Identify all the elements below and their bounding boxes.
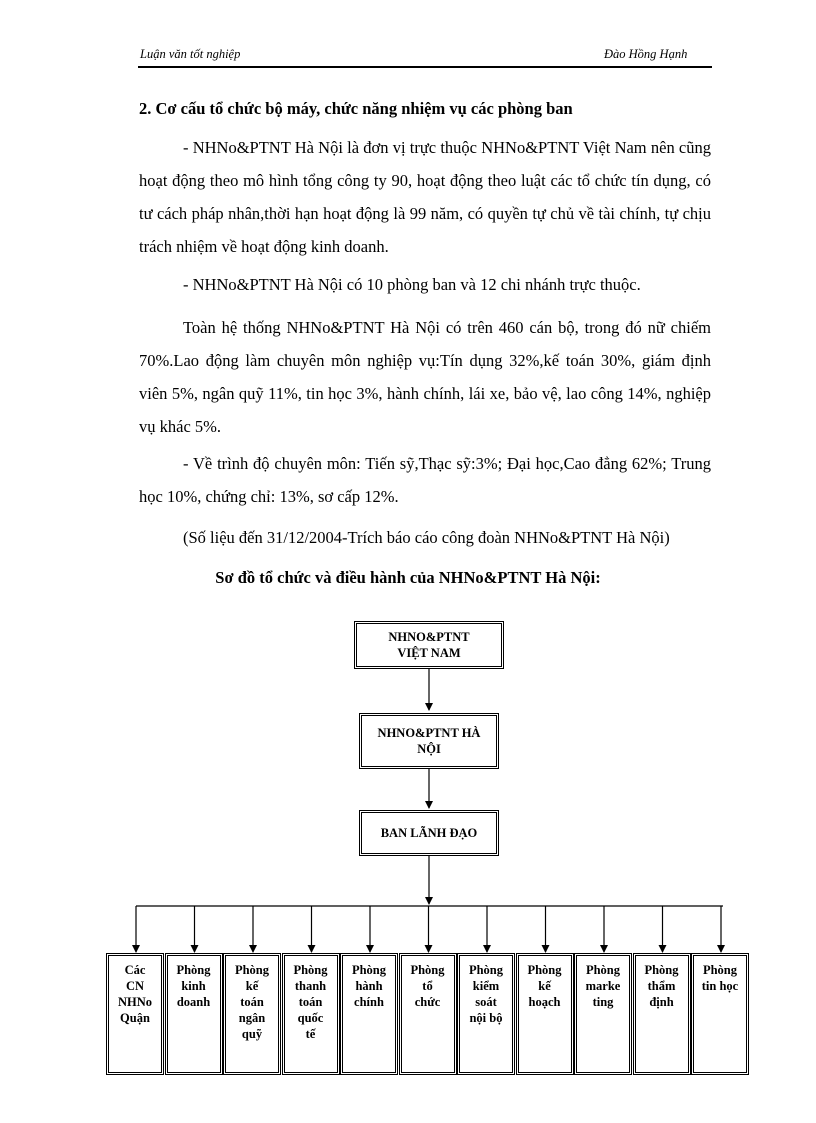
box-ban-lanh-dao: [359, 810, 499, 856]
department-box: Phòng hành chính: [340, 953, 398, 1075]
department-box: Phòng kế toán ngân quỹ: [223, 953, 281, 1075]
paragraph-2: - NHNo&PTNT Hà Nội có 10 phòng ban và 12 chi nhánh trực thuộc.: [183, 275, 641, 294]
box-nhno-viet-nam: [354, 621, 504, 669]
paragraph-5: (Số liệu đến 31/12/2004-Trích báo cáo công đoàn NHNo&PTNT Hà Nội): [183, 528, 670, 547]
paragraph-4: - Về trình độ chuyên môn: Tiến sỹ,Thạc sỹ:3%; Đại học,Cao đẳng 62%; Trung học 10%, chứng chỉ: 13%, sơ cấp 12%.: [139, 454, 711, 506]
box-nhno-ha-noi-label: NHNO&PTNT HÀ NỘI: [377, 726, 481, 756]
box-ban-lanh-dao-label: BAN LÃNH ĐẠO: [380, 826, 478, 840]
box-nhno-viet-nam-label: NHNO&PTNT VIỆT NAM: [388, 630, 470, 660]
department-box: Phòng thẩm định: [633, 953, 691, 1075]
section-title: 2. Cơ cấu tổ chức bộ máy, chức năng nhiệm vụ các phòng ban: [139, 99, 573, 118]
department-box: Phòng tin học: [691, 953, 749, 1075]
department-box: Phòng thanh toán quốc tế: [282, 953, 340, 1075]
department-box: Phòng kiểm soát nội bộ: [457, 953, 515, 1075]
department-box: Phòng kế hoạch: [516, 953, 574, 1075]
paragraph-3: Toàn hệ thống NHNo&PTNT Hà Nội có trên 460 cán bộ, trong đó nữ chiếm 70%.Lao động làm chuyên môn nghiệp vụ:Tín dụng 32%,kế toán 30%, giám định viên 5%, ngân quỹ 11%, tin học 3%, hành chính, lái xe, bảo vệ, lao công 14%, nghiệp vụ khác 5%.: [139, 318, 711, 436]
department-box: Phòng tổ chức: [399, 953, 457, 1075]
header-left-text: Luận văn tốt nghiệp: [140, 47, 241, 61]
header-right-text: Đào Hồng Hạnh: [604, 47, 688, 61]
department-box: Các CN NHNo Quận: [106, 953, 164, 1075]
department-box: Phòng marke ting: [574, 953, 632, 1075]
department-box: Phòng kinh doanh: [165, 953, 223, 1075]
diagram-title: Sơ đồ tổ chức và điều hành của NHNo&PTNT Hà Nội:: [215, 568, 601, 587]
box-nhno-ha-noi: [359, 713, 499, 769]
paragraph-1: - NHNo&PTNT Hà Nội là đơn vị trực thuộc NHNo&PTNT Việt Nam nên cũng hoạt động theo mô hình tổng công ty 90, hoạt động theo luật các tổ chức tín dụng, có tư cách pháp nhân,thời hạn hoạt động là 99 năm, có quyền tự chủ về tài chính, tự chịu trách nhiệm về hoạt động kinh doanh.: [139, 138, 711, 256]
connector-drops: [136, 906, 721, 952]
